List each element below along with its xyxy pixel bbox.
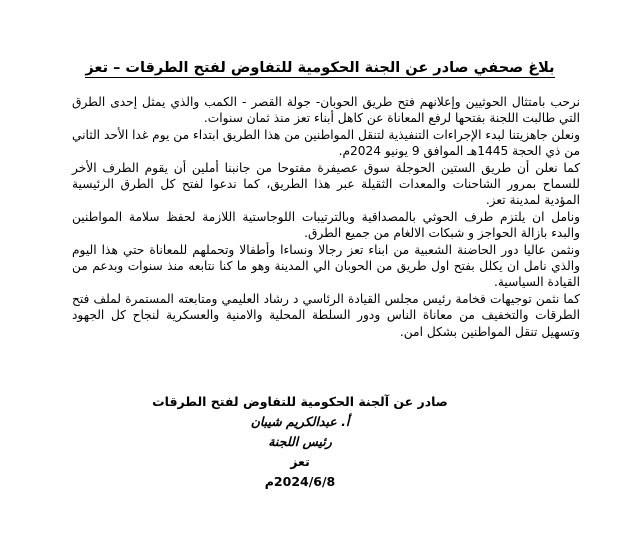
document-title-text: بلاغ صحفي صادر عن الجنة الحكومية للتفاوض لفتح الطرقات – تعز [85, 60, 555, 76]
paragraph-readiness: ونعلن جاهزيتنا لبدء الإجراءات التنفيذية لتنقل المواطنين من هذا الطريق ابتداء من يوم غدا الأحد الثاني من ذي الحجة 1445هـ الموافق 9 يونيو 2024م. [72, 127, 580, 159]
document-title [0, 58, 640, 78]
paragraph-welcome: نرحب بامتثال الحوثيين وإعلانهم فتح طريق الحوبان- جولة القصر - الكمب والذي يمثل إحدى الطرق التي طالبت اللجنة بفتحها لرفع المعاناة عن كاهل أبناء تعز منذ ثمان سنوات. [72, 95, 580, 126]
signature-name: أ. عبدالكريم شيبان [250, 414, 350, 429]
signature-city: تعز [290, 454, 310, 469]
paragraph-appreciation: ونثمن عاليا دور الحاضنة الشعبية من ابناء تعز رجالا ونساءا وأطفالا وتحملهم للمعاناة حتي هذا اليوم والذي نامل ان يكلل بفتح اول طريق من الحوبان الي المدينة وهو ما كنا نتابعه منذ سنوات وبدعم من القيادة السياسية. [72, 242, 580, 290]
document-body [72, 94, 580, 340]
signature-role: رئيس اللجنة [268, 434, 332, 449]
paragraph-leadership: كما نثمن توجيهات فخامة رئيس مجلس القيادة الرئاسي د رشاد العليمي ومتابعته المستمرة لملف فتح الطرقات والتخفيف من معاناة الناس ودور السلطة المحلية والامنية والعسكرية لنجاح كل الجهود وتسهيل تنقل المواطنين بشكل امن. [72, 291, 580, 339]
signature-issuer: صادر عن آلجنة الحكومية للتفاوض لفتح الطرقات [152, 394, 448, 409]
signature-block [150, 392, 450, 492]
paragraph-sixty-road: كما نعلن أن طريق الستين الحوجلة سوق عصيفرة مفتوحا من جانبنا أملين أن يقوم الطرف الأخر للسماح بمرور الشاحنات والمعدات الثقيلة عبر هذا الطريق، كما ندعوا لفتح كل الطرق الرئيسية المؤدية لمدينة تعز. [72, 160, 580, 208]
paragraph-commitment: ونامل ان يلتزم طرف الحوثي بالمصداقية وبالترتيبات اللوجاستية اللازمة لحفظ سلامة المواطنين والبدء بازالة الحواجز و شبكات الالغام من جميع الطرق. [72, 209, 580, 241]
signature-date: 2024/6/8م [264, 474, 336, 489]
